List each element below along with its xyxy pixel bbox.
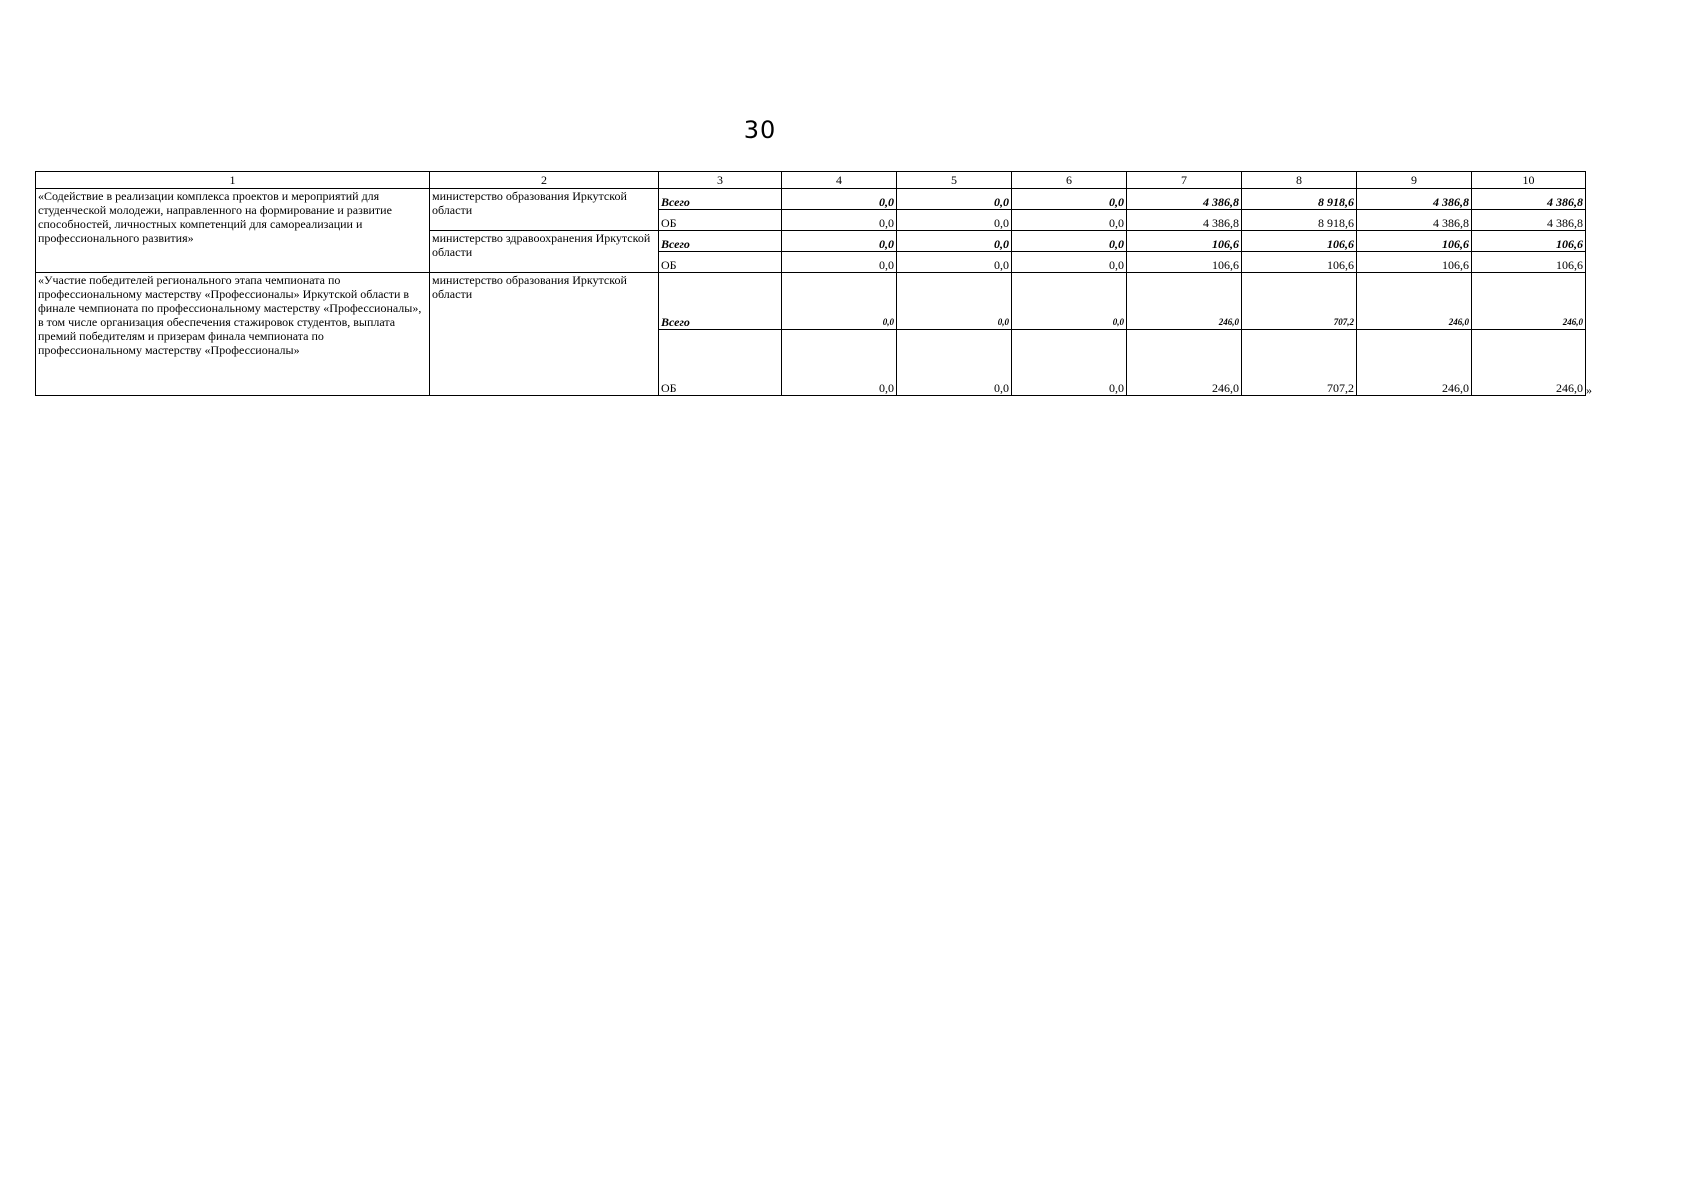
value-cell: 0,0 <box>782 252 897 273</box>
value-cell: 0,0 <box>1012 330 1127 396</box>
closing-quote: » <box>1586 383 1592 397</box>
value-cell: 0,0 <box>782 189 897 210</box>
finance-label: ОБ <box>659 252 782 273</box>
value-cell: 0,0 <box>1012 273 1127 330</box>
col-header-2: 2 <box>430 172 659 189</box>
value-cell: 106,6 <box>1242 231 1357 252</box>
value-cell: 707,2 <box>1242 330 1357 396</box>
value-cell: 0,0 <box>1012 210 1127 231</box>
value-cell: 106,6 <box>1242 252 1357 273</box>
finance-label: Всего <box>659 273 782 330</box>
finance-label: Всего <box>659 231 782 252</box>
page-number: 30 <box>743 116 777 144</box>
agency-name: министерство здравоохранения Иркутской области <box>430 231 659 273</box>
value-cell: 0,0 <box>1012 252 1127 273</box>
value-cell: 0,0 <box>782 231 897 252</box>
activity-title: «Участие победителей регионального этапа чемпионата по профессиональному мастерству «Профессионалы» Иркутской области в финале чемпионата по профессиональному мастерству «Профессионалы», в том числе организация обеспечения стажировок студентов, выплата премий победителям и призерам финала чемпионата по профессиональному мастерству «Профессионалы» <box>36 273 430 396</box>
value-cell: 4 386,8 <box>1472 210 1586 231</box>
value-cell: 106,6 <box>1127 252 1242 273</box>
value-cell: 8 918,6 <box>1242 189 1357 210</box>
col-header-10: 10 <box>1472 172 1586 189</box>
value-cell: 0,0 <box>897 231 1012 252</box>
value-cell: 246,0 <box>1127 273 1242 330</box>
value-cell: 106,6 <box>1472 231 1586 252</box>
value-cell: 4 386,8 <box>1357 189 1472 210</box>
value-cell: 106,6 <box>1472 252 1586 273</box>
value-cell: 0,0 <box>1012 231 1127 252</box>
finance-label: Всего <box>659 189 782 210</box>
value-cell: 0,0 <box>1012 189 1127 210</box>
finance-label: ОБ <box>659 210 782 231</box>
activity-title: «Содействие в реализации комплекса проектов и мероприятий для студенческой молодежи, направленного на формирование и развитие способностей, личностных компетенций для самореализации и профессионального развития» <box>36 189 430 273</box>
agency-name: министерство образования Иркутской области <box>430 273 659 396</box>
col-header-8: 8 <box>1242 172 1357 189</box>
value-cell: 8 918,6 <box>1242 210 1357 231</box>
value-cell: 246,0 <box>1357 330 1472 396</box>
col-header-5: 5 <box>897 172 1012 189</box>
value-cell: 0,0 <box>897 330 1012 396</box>
value-cell: 0,0 <box>782 273 897 330</box>
value-cell: 4 386,8 <box>1127 189 1242 210</box>
value-cell: 246,0 <box>1472 273 1586 330</box>
col-header-3: 3 <box>659 172 782 189</box>
value-cell: 0,0 <box>897 273 1012 330</box>
agency-name: министерство образования Иркутской области <box>430 189 659 231</box>
value-cell: 246,0 <box>1472 330 1586 396</box>
header-row <box>36 172 1586 189</box>
value-cell: 0,0 <box>782 330 897 396</box>
value-cell: 106,6 <box>1357 231 1472 252</box>
col-header-6: 6 <box>1012 172 1127 189</box>
col-header-7: 7 <box>1127 172 1242 189</box>
value-cell: 4 386,8 <box>1472 189 1586 210</box>
value-cell: 0,0 <box>897 252 1012 273</box>
col-header-9: 9 <box>1357 172 1472 189</box>
value-cell: 106,6 <box>1127 231 1242 252</box>
value-cell: 0,0 <box>782 210 897 231</box>
budget-table <box>35 171 1586 396</box>
value-cell: 106,6 <box>1357 252 1472 273</box>
value-cell: 707,2 <box>1242 273 1357 330</box>
col-header-4: 4 <box>782 172 897 189</box>
value-cell: 4 386,8 <box>1127 210 1242 231</box>
value-cell: 246,0 <box>1127 330 1242 396</box>
finance-label: ОБ <box>659 330 782 396</box>
table-row <box>36 189 1586 210</box>
value-cell: 0,0 <box>897 210 1012 231</box>
col-header-1: 1 <box>36 172 430 189</box>
value-cell: 0,0 <box>897 189 1012 210</box>
table-row <box>36 273 1586 330</box>
value-cell: 4 386,8 <box>1357 210 1472 231</box>
value-cell: 246,0 <box>1357 273 1472 330</box>
